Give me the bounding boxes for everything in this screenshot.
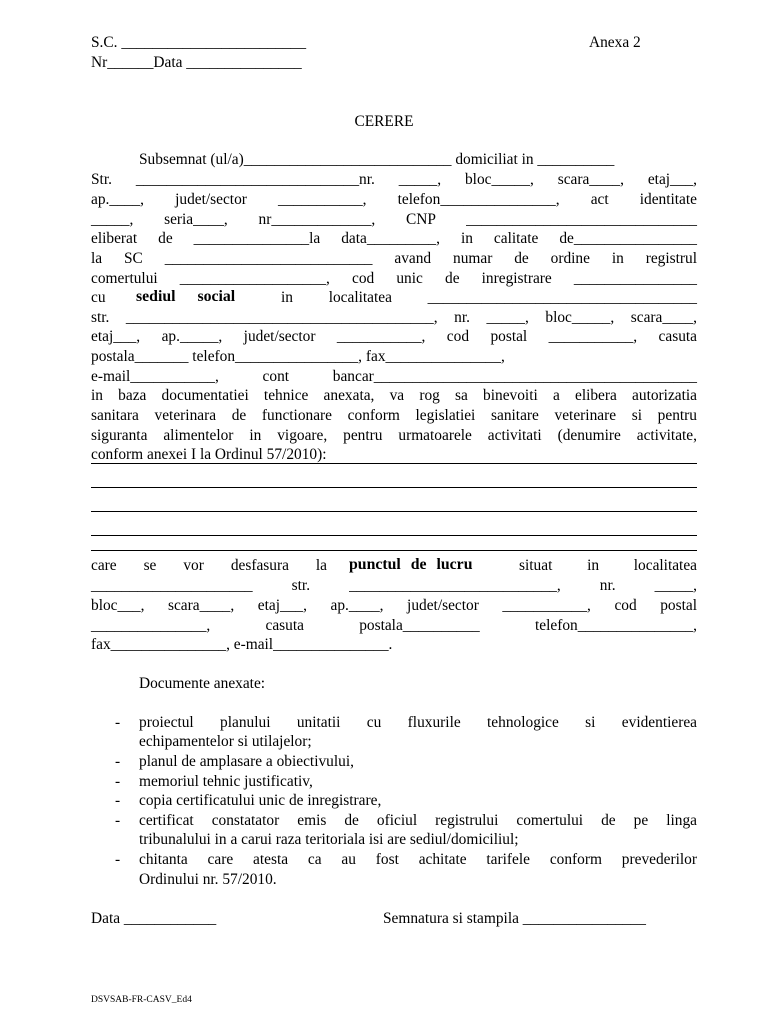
document-code: DSVSAB-FR-CASV_Ed4: [91, 995, 192, 1005]
bullet-dash: -: [115, 792, 121, 809]
body-text: situat in localitatea: [519, 557, 697, 574]
list-item: certificat constatator emis de oficiul registrului comertului de pe linga: [139, 812, 697, 829]
body-line: siguranta alimentelor in vigoare, pentru urmatoarele activitati (denumire activitate,: [91, 427, 697, 444]
activity-line: [91, 463, 697, 464]
body-line: la SC ___________________________ avand numar de ordine in registrul: [91, 250, 697, 267]
body-text: cu: [91, 289, 106, 306]
page-title: CERERE: [354, 113, 414, 130]
list-item-continued: Ordinului nr. 57/2010.: [139, 871, 277, 888]
date-field: Data ____________: [91, 910, 217, 927]
annex-label: Anexa 2: [589, 34, 641, 51]
list-item: planul de amplasare a obiectivului,: [139, 753, 354, 770]
body-text: in localitatea ___________________________________: [281, 289, 697, 306]
body-text: care se vor desfasura la: [91, 557, 327, 574]
bullet-dash: -: [115, 851, 121, 868]
list-item: chitanta care atesta ca au fost achitate tarifele conform prevederilor: [139, 851, 697, 868]
body-line: _______________, casuta postala__________ telefon_______________,: [91, 617, 697, 634]
company-field: S.C. ________________________: [91, 34, 307, 51]
body-line: in baza documentatiei tehnice anexata, va rog sa binevoiti a elibera autorizatia: [91, 387, 697, 404]
signature-field: Semnatura si stampila ________________: [383, 910, 646, 927]
bullet-dash: -: [115, 812, 121, 829]
body-line: Str. _____________________________nr. _____, bloc_____, scara____, etaj___,: [91, 171, 697, 188]
body-line: bloc___, scara____, etaj___, ap.____, judet/sector ___________, cod postal: [91, 597, 697, 614]
body-line: comertului ___________________, cod unic de inregistrare ________________: [91, 270, 697, 287]
body-line: _____________________ str. ___________________________, nr. _____,: [91, 577, 697, 594]
body-line: sanitara veterinara de functionare conform legislatiei sanitare veterinare si pentru: [91, 407, 697, 424]
list-item: copia certificatului unic de inregistrare,: [139, 792, 382, 809]
body-line: Subsemnat (ul/a)___________________________ domiciliat in __________: [139, 151, 615, 168]
body-line: ap.____, judet/sector ___________, telefon_______________, act identitate: [91, 191, 697, 208]
list-item-continued: echipamentelor si utilajelor;: [139, 733, 312, 750]
list-item: memoriul tehnic justificativ,: [139, 773, 313, 790]
activity-line: [91, 550, 697, 551]
list-item: proiectul planului unitatii cu fluxurile tehnologice si evidentierea: [139, 714, 697, 731]
body-line: _____, seria____, nr_____________, CNP ______________________________: [91, 211, 697, 228]
documents-heading: Documente anexate:: [139, 675, 266, 692]
body-line: e-mail___________, cont bancar__________________________________________: [91, 368, 697, 385]
body-line: eliberat de _______________la data_________, in calitate de________________: [91, 230, 697, 247]
registered-office-label: sediul social: [136, 288, 236, 305]
activity-line: [91, 535, 697, 536]
activity-line: [91, 511, 697, 512]
bullet-dash: -: [115, 714, 121, 731]
body-line: postala_______ telefon________________, fax_______________,: [91, 348, 505, 365]
bullet-dash: -: [115, 753, 121, 770]
list-item-continued: tribunalului in a carui raza teritoriala isi are sediul/domiciliul;: [139, 831, 519, 848]
number-date-field: Nr______Data _______________: [91, 54, 302, 71]
body-line: str. ________________________________________, nr. _____, bloc_____, scara____,: [91, 309, 697, 326]
body-line: fax_______________, e-mail_______________.: [91, 636, 393, 653]
activity-line: [91, 487, 697, 488]
bullet-dash: -: [115, 773, 121, 790]
workpoint-label: punctul de lucru: [349, 556, 473, 573]
body-line: conform anexei I la Ordinul 57/2010):: [91, 446, 327, 463]
body-line: etaj___, ap._____, judet/sector ___________, cod postal ___________, casuta: [91, 328, 697, 345]
